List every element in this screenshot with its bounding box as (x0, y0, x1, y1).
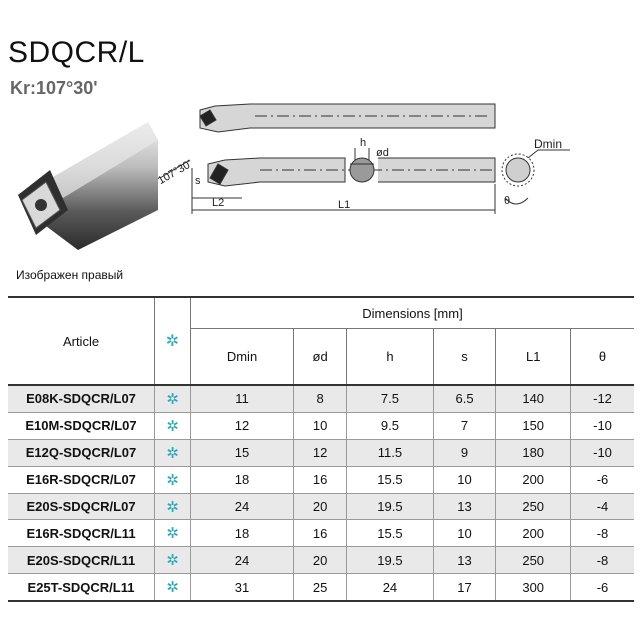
h-cell: 7.5 (347, 385, 434, 412)
l1-cell: 200 (496, 520, 571, 547)
l1-label: L1 (338, 199, 351, 211)
dmin-cell: 18 (191, 520, 294, 547)
h-cell: 11.5 (347, 439, 434, 466)
s-cell: 13 (433, 493, 496, 520)
theta-cell: -10 (571, 439, 634, 466)
snowflake-icon: ✲ (155, 412, 191, 439)
h-cell: 24 (347, 574, 434, 601)
image-caption: Изображен правый (16, 268, 124, 282)
article-cell: E25T-SDQCR/L11 (8, 574, 155, 601)
dmin-cell: 11 (191, 385, 294, 412)
table-row (8, 466, 634, 493)
snowflake-icon: ✲ (155, 574, 191, 601)
dmin-cell: 12 (191, 412, 294, 439)
dmin-cell: 31 (191, 574, 294, 601)
angle-label: 107°30' (155, 158, 195, 188)
s-cell: 10 (433, 520, 496, 547)
s-cell: 7 (433, 412, 496, 439)
col-od: ød (294, 329, 347, 386)
l1-cell: 250 (496, 493, 571, 520)
h-cell: 19.5 (347, 547, 434, 574)
l1-cell: 180 (496, 439, 571, 466)
h-label: h (360, 137, 367, 149)
article-cell: E20S-SDQCR/L07 (8, 493, 155, 520)
table-row (8, 439, 634, 466)
article-cell: E12Q-SDQCR/L07 (8, 439, 155, 466)
table-row (8, 574, 634, 601)
col-s: s (433, 329, 496, 386)
s-cell: 13 (433, 547, 496, 574)
article-cell: E20S-SDQCR/L11 (8, 547, 155, 574)
s-cell: 10 (433, 466, 496, 493)
od-cell: 25 (294, 574, 347, 601)
snowflake-icon: ✲ (155, 493, 191, 520)
s-cell: 17 (433, 574, 496, 601)
l2-label: L2 (212, 197, 225, 209)
dmin-label: Dmin (534, 137, 563, 151)
col-theta: θ (571, 329, 634, 386)
col-h: h (347, 329, 434, 386)
theta-cell: -6 (571, 466, 634, 493)
table-row (8, 385, 634, 412)
l1-cell: 150 (496, 412, 571, 439)
dmin-cell: 18 (191, 466, 294, 493)
article-cell: E08K-SDQCR/L07 (8, 385, 155, 412)
snowflake-icon: ✲ (155, 297, 191, 385)
table-row (8, 493, 634, 520)
snowflake-icon: ✲ (155, 385, 191, 412)
table-row (8, 520, 634, 547)
article-cell: E16R-SDQCR/L07 (8, 466, 155, 493)
od-cell: 12 (294, 439, 347, 466)
od-cell: 20 (294, 547, 347, 574)
od-cell: 16 (294, 466, 347, 493)
article-header: Article (8, 297, 155, 385)
table-row (8, 547, 634, 574)
od-cell: 20 (294, 493, 347, 520)
od-label: ød (376, 147, 389, 159)
l1-cell: 140 (496, 385, 571, 412)
theta-cell: -12 (571, 385, 634, 412)
article-cell: E10M-SDQCR/L07 (8, 412, 155, 439)
col-l1: L1 (496, 329, 571, 386)
article-cell: E16R-SDQCR/L11 (8, 520, 155, 547)
approach-angle: Kr:107°30' (10, 78, 98, 98)
l1-cell: 250 (496, 547, 571, 574)
od-cell: 10 (294, 412, 347, 439)
theta-cell: -6 (571, 574, 634, 601)
snowflake-icon: ✲ (155, 466, 191, 493)
product-title: SDQCR/L (8, 36, 145, 69)
s-cell: 9 (433, 439, 496, 466)
snowflake-icon: ✲ (155, 547, 191, 574)
s-label: s (195, 175, 201, 187)
dmin-cell: 24 (191, 547, 294, 574)
l1-cell: 300 (496, 574, 571, 601)
od-cell: 16 (294, 520, 347, 547)
theta-cell: -4 (571, 493, 634, 520)
dmin-cell: 24 (191, 493, 294, 520)
dimensions-header: Dimensions [mm] (191, 297, 635, 329)
theta-label: θ (504, 195, 511, 207)
table-row (8, 412, 634, 439)
snowflake-icon: ✲ (155, 439, 191, 466)
h-cell: 15.5 (347, 520, 434, 547)
tool-photo (8, 100, 158, 260)
col-dmin: Dmin (191, 329, 294, 386)
od-cell: 8 (294, 385, 347, 412)
s-cell: 6.5 (433, 385, 496, 412)
dimensions-table (8, 296, 634, 602)
h-cell: 15.5 (347, 466, 434, 493)
theta-cell: -10 (571, 412, 634, 439)
h-cell: 9.5 (347, 412, 434, 439)
dmin-cell: 15 (191, 439, 294, 466)
theta-cell: -8 (571, 547, 634, 574)
h-cell: 19.5 (347, 493, 434, 520)
technical-drawing (150, 98, 641, 223)
snowflake-icon: ✲ (155, 520, 191, 547)
theta-cell: -8 (571, 520, 634, 547)
l1-cell: 200 (496, 466, 571, 493)
